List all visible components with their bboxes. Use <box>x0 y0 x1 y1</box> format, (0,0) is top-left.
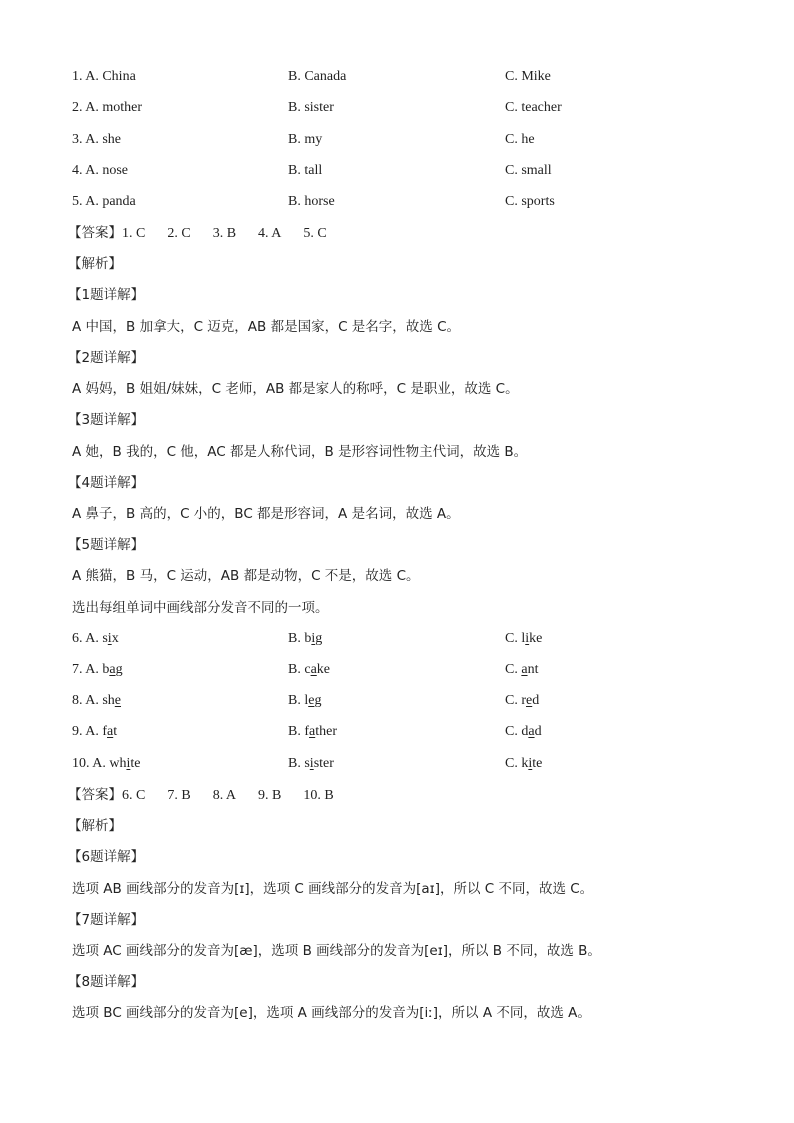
word-part: ke <box>316 662 330 677</box>
option-a: 2. A. mother <box>72 100 142 115</box>
option-b: B. my <box>288 132 323 147</box>
underlined-letter: a <box>107 724 114 739</box>
word-part: ster <box>313 756 334 771</box>
word-part: C. d <box>505 724 529 739</box>
word-part: 10. A. wh <box>72 756 127 771</box>
word-part: 8. A. sh <box>72 693 115 708</box>
underlined-letter: i <box>525 631 530 646</box>
underlined-letter: i <box>107 631 112 646</box>
option-c <box>505 692 539 710</box>
option-a <box>72 755 140 773</box>
word-part: ke <box>529 631 543 646</box>
detail-heading-5: 【5题详解】 <box>68 537 145 553</box>
detail-text-1: A 中国，B 加拿大，C 迈克，AB 都是国家，C 是名字，故选 C。 <box>72 319 461 335</box>
word-part: t <box>113 724 118 739</box>
analysis-label-1: 【解析】 <box>68 256 122 272</box>
option-b <box>288 692 321 710</box>
detail-heading-3: 【3题详解】 <box>68 412 145 428</box>
answer-item: 6. C <box>122 788 146 803</box>
detail-heading-2: 【2题详解】 <box>68 350 145 366</box>
underlined-letter: e <box>526 693 533 708</box>
option-c <box>505 755 542 773</box>
section2-instruction: 选出每组单词中画线部分发音不同的一项。 <box>72 600 329 616</box>
detail-heading-7: 【7题详解】 <box>68 912 145 928</box>
detail-text-4: A 鼻子，B 高的，C 小的，BC 都是形容词，A 是名词，故选 A。 <box>72 506 460 522</box>
word-part: C. l <box>505 631 526 646</box>
question-row-1 <box>72 68 732 86</box>
detail-text-6: 选项 AB 画线部分的发音为[ɪ]，选项 C 画线部分的发音为[aɪ]，所以 C 不同，故选 C。 <box>72 881 594 897</box>
word-part: C. <box>505 662 522 677</box>
option-b: B. Canada <box>288 69 347 84</box>
option-c <box>505 630 542 648</box>
answer-line-2 <box>68 786 334 805</box>
detail-heading-1: 【1题详解】 <box>68 287 145 303</box>
word-part: B. c <box>288 662 311 677</box>
word-part: C. r <box>505 693 526 708</box>
word-part: te <box>130 756 141 771</box>
underlined-letter: i <box>528 756 533 771</box>
question-row-5 <box>72 193 732 211</box>
option-b <box>288 661 330 679</box>
underlined-letter: i <box>309 756 314 771</box>
option-b <box>288 723 337 741</box>
option-c: C. teacher <box>505 100 562 115</box>
option-b <box>288 755 334 773</box>
option-a: 4. A. nose <box>72 163 128 178</box>
word-part: B. s <box>288 756 310 771</box>
detail-text-3: A 她，B 我的，C 他，AC 都是人称代词，B 是形容词性物主代词，故选 B。 <box>72 444 528 460</box>
underlined-letter: i <box>126 756 131 771</box>
answer-item: 9. B <box>258 788 282 803</box>
answer-item: 2. C <box>167 226 191 241</box>
answer-item: 1. C <box>122 226 146 241</box>
question-row-4 <box>72 162 732 180</box>
answer-label: 【答案】 <box>68 225 122 241</box>
option-a <box>72 661 123 679</box>
detail-text-8: 选项 BC 画线部分的发音为[e]，选项 A 画线部分的发音为[iː]，所以 A 不同，故选 A。 <box>72 1005 591 1021</box>
detail-heading-6: 【6题详解】 <box>68 849 145 865</box>
answer-label: 【答案】 <box>68 787 122 803</box>
option-c: C. Mike <box>505 69 551 84</box>
underlined-letter: a <box>528 724 535 739</box>
option-b: B. tall <box>288 163 323 178</box>
question-row-9 <box>72 723 732 741</box>
option-c: C. small <box>505 163 552 178</box>
word-part: g <box>115 662 123 677</box>
question-row-8 <box>72 692 732 710</box>
word-part: te <box>532 756 543 771</box>
question-row-2 <box>72 99 732 117</box>
option-a <box>72 723 117 741</box>
option-a: 3. A. she <box>72 132 121 147</box>
underlined-letter: i <box>311 631 316 646</box>
option-a <box>72 692 121 710</box>
detail-heading-8: 【8题详解】 <box>68 974 145 990</box>
word-part: C. k <box>505 756 529 771</box>
option-c <box>505 661 538 679</box>
option-a: 1. A. China <box>72 69 136 84</box>
word-part: d <box>534 724 542 739</box>
underlined-letter: a <box>310 662 317 677</box>
option-b: B. sister <box>288 100 334 115</box>
word-part: B. b <box>288 631 312 646</box>
word-part: B. f <box>288 724 309 739</box>
question-row-3 <box>72 131 732 149</box>
question-row-6 <box>72 630 732 648</box>
answer-item: 7. B <box>167 788 191 803</box>
option-a <box>72 630 119 648</box>
underlined-letter: e <box>308 693 315 708</box>
answer-line-1 <box>68 224 327 243</box>
underlined-letter: e <box>114 693 122 708</box>
option-b <box>288 630 322 648</box>
underlined-letter: a <box>521 662 528 677</box>
word-part: ther <box>315 724 337 739</box>
detail-text-7: 选项 AC 画线部分的发音为[æ]，选项 B 画线部分的发音为[eɪ]，所以 B 不同，故选 B。 <box>72 943 601 959</box>
detail-text-2: A 妈妈，B 姐姐/妹妹，C 老师，AB 都是家人的称呼，C 是职业，故选 C。 <box>72 381 519 397</box>
word-part: nt <box>527 662 539 677</box>
word-part: d <box>532 693 540 708</box>
underlined-letter: a <box>109 662 116 677</box>
word-part: 7. A. b <box>72 662 110 677</box>
answer-item: 5. C <box>303 226 327 241</box>
detail-heading-4: 【4题详解】 <box>68 475 145 491</box>
option-c: C. sports <box>505 194 555 209</box>
answer-item: 4. A <box>258 226 282 241</box>
word-part: 9. A. f <box>72 724 107 739</box>
option-b: B. horse <box>288 194 335 209</box>
option-c: C. he <box>505 132 535 147</box>
answer-item: 3. B <box>212 226 237 241</box>
word-part: B. l <box>288 693 309 708</box>
word-part: x <box>111 631 119 646</box>
detail-text-5: A 熊猫，B 马，C 运动，AB 都是动物，C 不是，故选 C。 <box>72 568 420 584</box>
question-row-10 <box>72 755 732 773</box>
word-part: 6. A. s <box>72 631 108 646</box>
analysis-label-2: 【解析】 <box>68 818 122 834</box>
word-part: g <box>314 693 322 708</box>
option-c <box>505 723 542 741</box>
option-a: 5. A. panda <box>72 194 136 209</box>
answer-item: 10. B <box>303 788 334 803</box>
question-row-7 <box>72 661 732 679</box>
answer-item: 8. A <box>212 788 237 803</box>
underlined-letter: a <box>309 724 316 739</box>
word-part: g <box>315 631 323 646</box>
